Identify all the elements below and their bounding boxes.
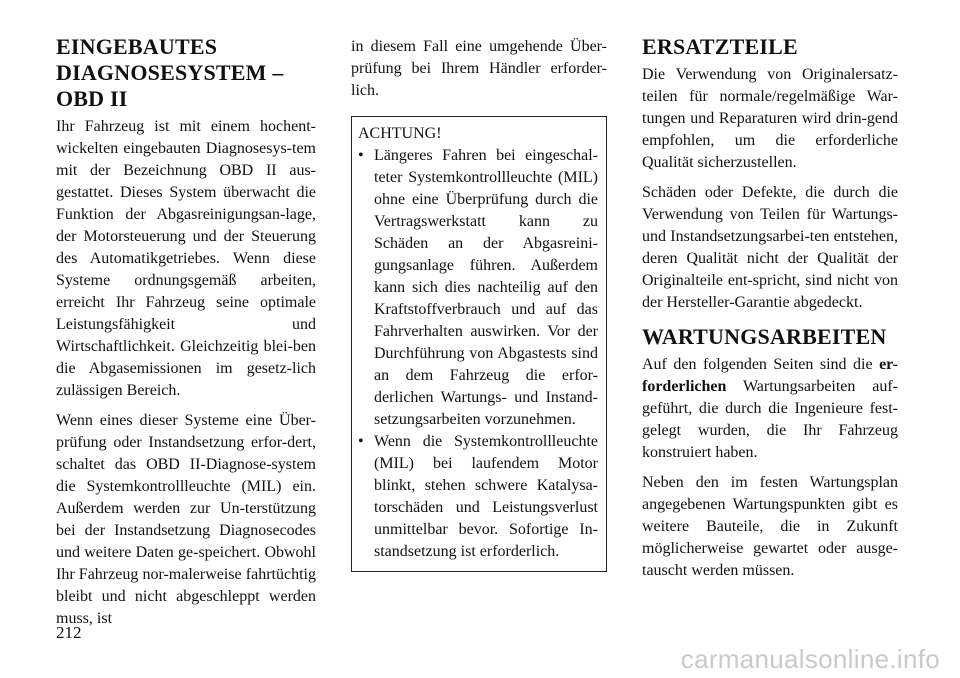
text-run: Auf den folgenden Seiten sind die [642,356,880,373]
paragraph: Ihr Fahrzeug ist mit einem hochent-wickelten eingebauten Diagnosesys-tem mit der Bezeichnung OBD II aus-gestattet. Dieses System überwacht die Funktion der Abgasreinigungsan-lage, der Motorsteuerung und der Steuerung des Automatikgetriebes. Wenn diese Systeme ordnungsgemäß arbeiten, erreicht Ihr Fahrzeug seine optimale Leistungsfähigkeit und Wirtschaftlichkeit. Gleichzeitig blei-ben die Abgasemissionen im gesetz-lich zulässigen Bereich. [56,118,316,399]
paragraph: Die Verwendung von Originalersatz-teilen für normale/regelmäßige War-tungen und Reparaturen wird drin-gend empfohlen, um die erforderliche Qualität sicherzustellen. [642,66,898,171]
warning-box [351,116,607,572]
heading-line: DIAGNOSESYSTEM – [56,60,284,85]
heading-line: EINGEBAUTES [56,34,218,59]
paragraph [642,354,898,464]
column-middle [351,36,607,572]
warning-title: ACHTUNG! [358,125,442,142]
column-right [642,34,898,590]
paragraph: Neben den im festen Wartungsplan angegebenen Wartungspunkten gibt es weitere Bauteile, die in Zukunft möglicherweise gewartet oder ausge-tauscht werden müssen. [642,474,898,579]
paragraph: Wenn eines dieser Systeme eine Über-prüfung oder Instandsetzung erfor-dert, schaltet das OBD II-Diagnose-system die Systemkontrollleuchte (MIL) ein. Außerdem werden zur Un-terstützung bei der Instandsetzung Diagnosecodes und weitere Daten ge-speichert. Obwohl Ihr Fahrzeug nor-malerweise fahrtüchtig bleibt und nicht abgeschleppt werden muss, ist [56,412,316,627]
section-heading-obd [56,34,316,112]
paragraph: Schäden oder Defekte, die durch die Verwendung von Teilen für Wartungs- und Instandsetzungsarbei-ten entstehen, deren Qualität nicht der Qualität der Originalteile ent-spricht, sind nicht von der Hersteller-Garantie abgedeckt. [642,184,898,311]
warning-item: • Längeres Fahren bei eingeschal-teter Systemkontrollleuchte (MIL) ohne eine Überprüfung durch die Vertragswerkstatt kann zu Schäden an der Abgasreini-gungsanlage führen. Außerdem kann sich dies nachteilig auf den Kraftstoffverbrauch und auf das Fahrverhalten auswirken. Vor der Durchführung von Abgastests sind an dem Fahrzeug die erfor-derlichen Wartungs- und Instand-setzungsarbeiten vorzunehmen. [358,145,598,431]
heading-line: OBD II [56,86,128,111]
warning-list [358,145,598,563]
text-run: Wartungsarbeiten auf-geführt, die durch die Ingenieure fest-gelegt wurden, die Ihr Fahrzeug konstruiert haben. [642,378,898,461]
bold-text: er-forderlichen [642,356,898,395]
column-left [56,34,316,638]
watermark-text: carmanualsonline.info [680,644,940,674]
page-number: 212 [56,623,82,642]
paragraph: in diesem Fall eine umgehende Über-prüfung bei Ihrem Händler erforder-lich. [351,38,607,99]
section-heading-ersatzteile: ERSATZTEILE [642,34,798,59]
warning-item: • Wenn die Systemkontrollleuchte (MIL) bei laufendem Motor blinkt, stehen schwere Katalysa-torschäden und Leistungsverlust unmittelbar bevor. Sofortige In-standsetzung ist erforderlich. [358,431,598,563]
section-heading-wartungsarbeiten: WARTUNGSARBEITEN [642,324,887,349]
